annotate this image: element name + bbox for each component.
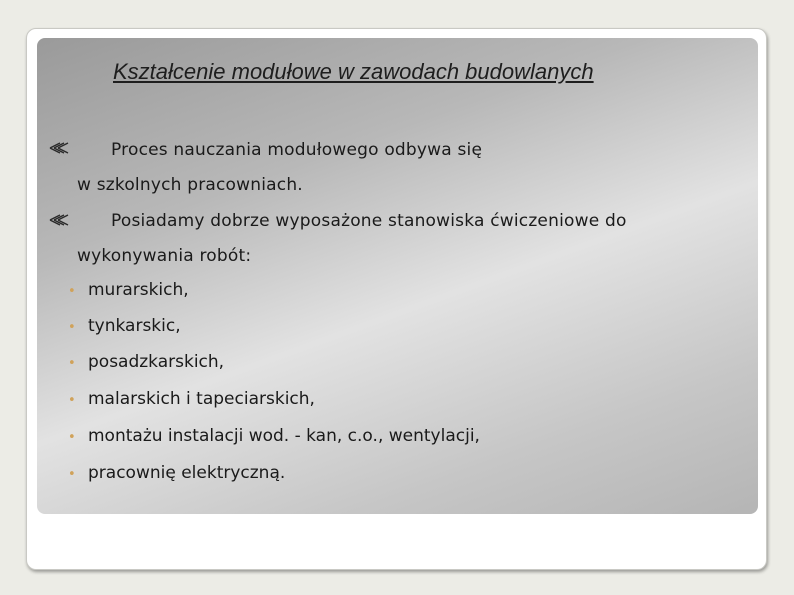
bullet-dot-icon: • xyxy=(68,356,76,371)
bullet-dot-icon: • xyxy=(68,393,76,408)
list-item: • pracownię elektryczną. xyxy=(68,463,286,483)
paragraph-2-line-1: Posiadamy dobrze wyposażone stanowiska ćwiczeniowe do xyxy=(111,211,627,231)
slide-title: Kształcenie modułowe w zawodach budowlanych xyxy=(113,59,594,84)
list-item: • tynkarskic, xyxy=(68,316,181,336)
bullet-dot-icon: • xyxy=(68,467,76,482)
list-item: • malarskich i tapeciarskich, xyxy=(68,389,315,409)
bullet-dot-icon: • xyxy=(68,320,76,335)
bullet-dot-icon: • xyxy=(68,430,76,445)
list-item: • murarskich, xyxy=(68,280,189,300)
paragraph-1-line-1: Proces nauczania modułowego odbywa się xyxy=(111,140,483,160)
arrow-bullet-icon xyxy=(48,140,70,160)
list-item: • montażu instalacji wod. - kan, c.o., wentylacji, xyxy=(68,426,480,446)
list-item: • posadzkarskich, xyxy=(68,352,225,372)
bullet-dot-icon: • xyxy=(68,284,76,299)
paragraph-1-line-2: w szkolnych pracowniach. xyxy=(77,175,303,195)
arrow-bullet-icon xyxy=(48,212,70,232)
paragraph-2-line-2: wykonywania robót: xyxy=(77,246,252,266)
